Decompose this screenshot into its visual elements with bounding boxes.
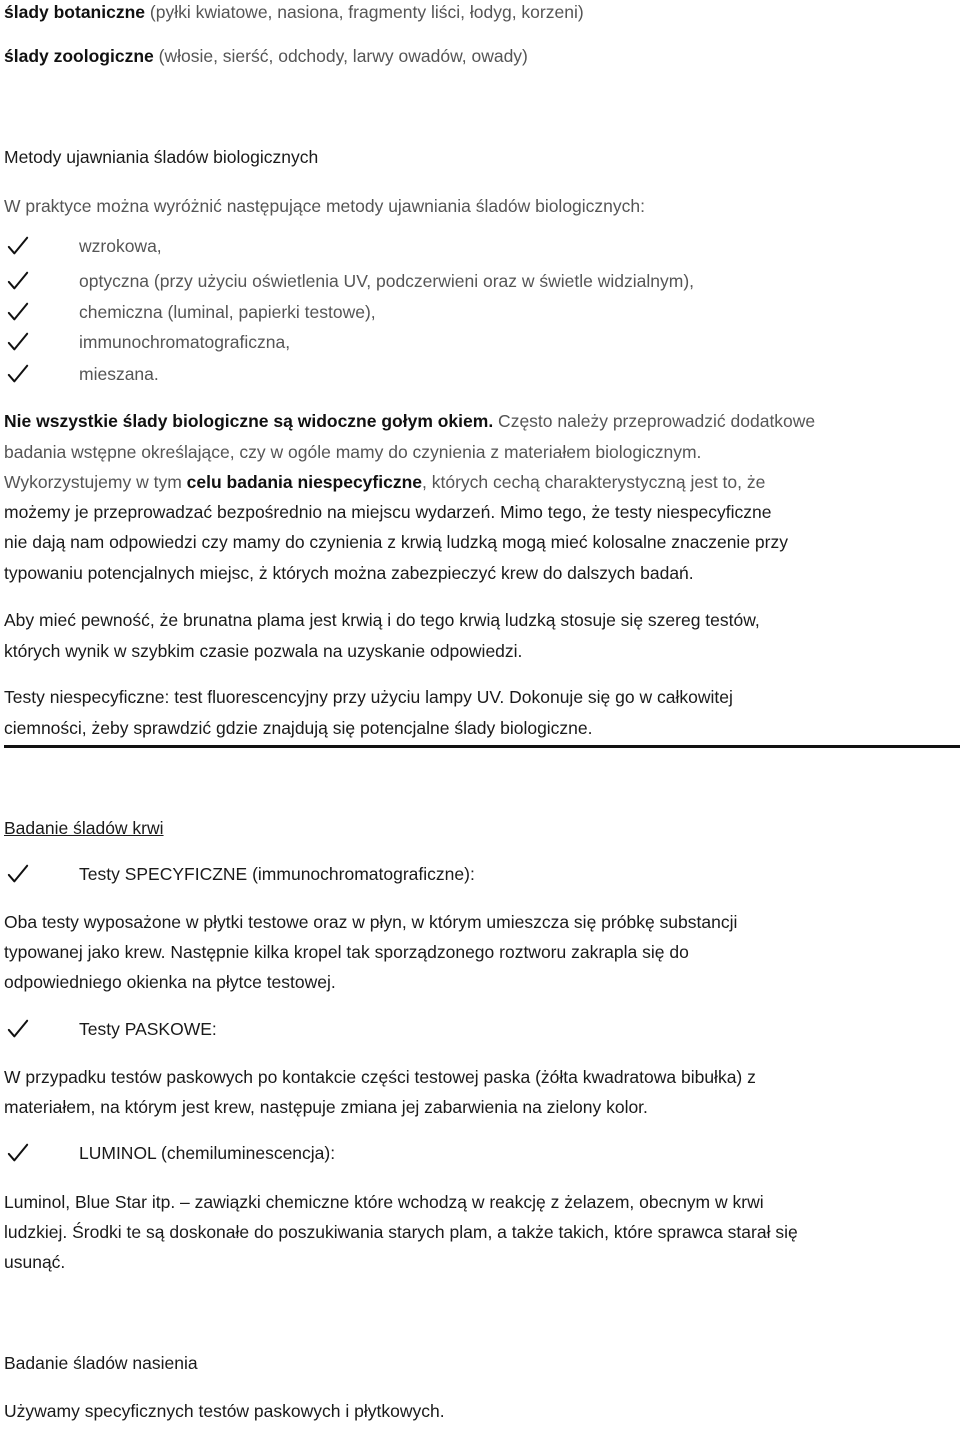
method-item: mieszana. — [79, 364, 159, 384]
luminol-line-2: ludzkiej. Środki te są doskonałe do poszukiwania starych plam, a także takich, które sprawca starał się — [4, 1222, 798, 1242]
luminol-line-1: Luminol, Blue Star itp. – zawiązki chemiczne które wchodzą w reakcję z żelazem, obecnym w krwi — [4, 1192, 764, 1212]
semen-heading: Badanie śladów nasienia — [4, 1353, 198, 1373]
p1-line2: badania wstępne określające, czy w ogóle mamy do czynienia z materiałem biologicznym. — [4, 442, 702, 462]
checkmark-icon — [7, 1014, 37, 1044]
checkmark-icon — [7, 859, 37, 889]
trace-botanical — [4, 0, 584, 27]
specific-line-1: Oba testy wyposażone w płytki testowe oraz w płyn, w którym umieszcza się próbkę substancji — [4, 912, 738, 932]
method-item: immunochromatograficzna, — [79, 332, 291, 352]
p1-line3-bold: celu badania niespecyficzne — [186, 472, 423, 492]
luminol-line-3: usunąć. — [4, 1252, 66, 1272]
p1-line3 — [4, 467, 765, 497]
methods-intro: W praktyce można wyróżnić następujące metody ujawniania śladów biologicznych: — [4, 196, 646, 216]
trace-botanical-term: ślady botaniczne — [4, 2, 146, 22]
p1-line1 — [4, 406, 815, 436]
p1-line5: nie dają nam odpowiedzi czy mamy do czynienia z krwią ludzką mogą mieć kolosalne znaczenie przy — [4, 532, 788, 552]
semen-text: Używamy specyficznych testów paskowych i płytkowych. — [4, 1401, 445, 1421]
checkmark-icon — [7, 297, 37, 327]
p3-line2: ciemności, żeby sprawdzić gdzie znajdują się potencjalne ślady biologiczne. — [4, 718, 593, 738]
method-item: chemiczna (luminal, papierki testowe), — [79, 302, 376, 322]
p1-line1-rest: Często należy przeprowadzić dodatkowe — [493, 411, 816, 431]
strip-line-2: materiałem, na którym jest krew, następuje zmiana jej zabarwienia na zielony kolor. — [4, 1097, 648, 1117]
trace-zoological-desc: (włosie, sierść, odchody, larwy owadów, owady) — [153, 46, 528, 66]
p2-line1: Aby mieć pewność, że brunatna plama jest krwią i do tego krwią ludzką stosuje się szereg testów, — [4, 610, 760, 630]
checkmark-icon — [7, 359, 37, 389]
method-item: optyczna (przy użyciu oświetlenia UV, podczerwieni oraz w świetle widzialnym), — [79, 271, 695, 291]
strip-line-1: W przypadku testów paskowych po kontakcie części testowej paska (żółta kwadratowa bibułka) z — [4, 1067, 756, 1087]
specific-tests-label: Testy SPECYFICZNE (immunochromatograficzne): — [79, 864, 475, 884]
p1-line6: typowaniu potencjalnych miejsc, ż których można zabezpieczyć krew do dalszych badań. — [4, 563, 694, 583]
trace-botanical-desc: (pyłki kwiatowe, nasiona, fragmenty liści, łodyg, korzeni) — [145, 2, 584, 22]
p1-bold-sentence: Nie wszystkie ślady biologiczne są widoczne gołym okiem. — [4, 411, 494, 431]
blood-heading: Badanie śladów krwi — [4, 818, 164, 838]
methods-heading: Metody ujawniania śladów biologicznych — [4, 147, 319, 167]
p1-line4: możemy je przeprowadzać bezpośrednio na miejscu wydarzeń. Mimo tego, że testy niespecyficzne — [4, 502, 772, 522]
luminol-label: LUMINOL (chemiluminescencja): — [79, 1143, 336, 1163]
specific-line-2: typowanej jako krew. Następnie kilka kropel tak sporządzonego roztworu zakrapla się do — [4, 942, 689, 962]
p1-line3-a: Wykorzystujemy w tym — [4, 472, 187, 492]
specific-line-3: odpowiedniego okienka na płytce testowej. — [4, 972, 336, 992]
p1-line3-b: , których cechą charakterystyczną jest to, że — [422, 472, 766, 492]
trace-zoological-term: ślady zoologiczne — [4, 46, 154, 66]
checkmark-icon — [7, 266, 37, 296]
section-divider — [4, 745, 960, 748]
checkmark-icon — [7, 231, 37, 261]
method-item: wzrokowa, — [79, 236, 162, 256]
p3-line1: Testy niespecyficzne: test fluorescencyjny przy użyciu lampy UV. Dokonuje się go w całkowitej — [4, 687, 733, 707]
checkmark-icon — [7, 327, 37, 357]
p2-line2: których wynik w szybkim czasie pozwala na uzyskanie odpowiedzi. — [4, 641, 523, 661]
trace-zoological — [4, 41, 528, 71]
checkmark-icon — [7, 1138, 37, 1168]
strip-tests-label: Testy PASKOWE: — [79, 1019, 217, 1039]
